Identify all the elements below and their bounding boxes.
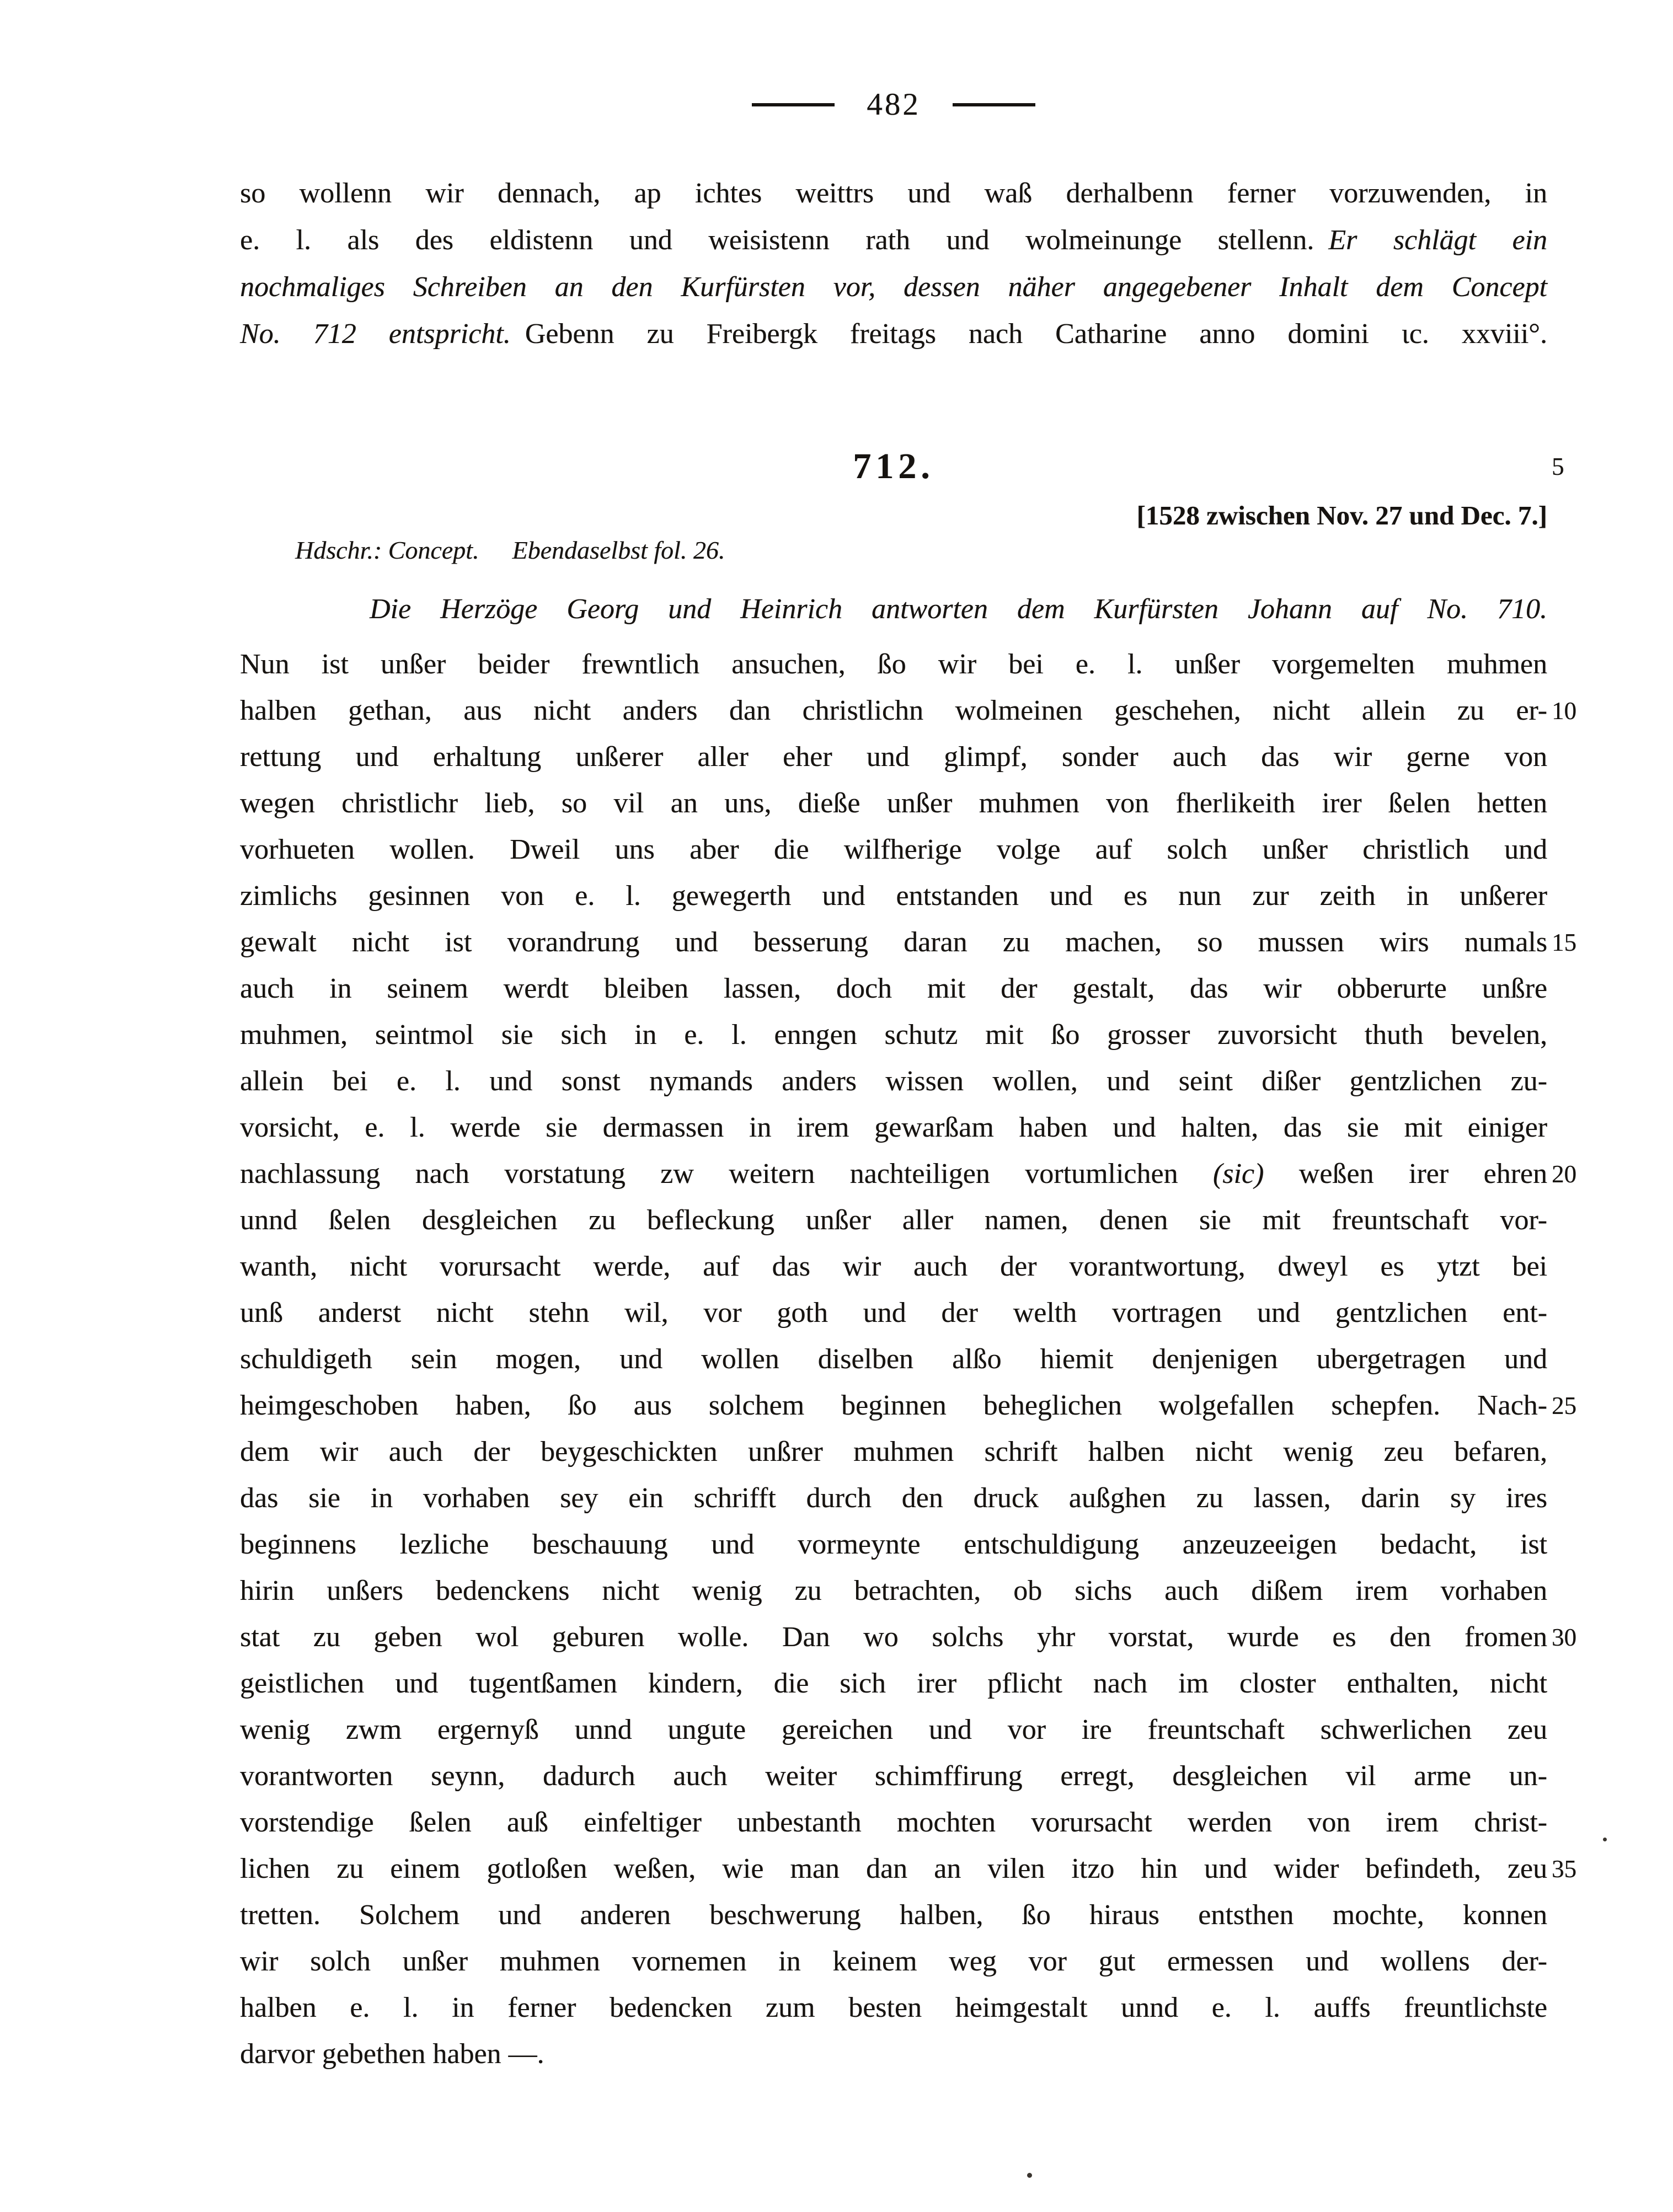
- italic-text-segment: (sic): [1212, 1158, 1264, 1190]
- page-number: 482: [867, 87, 921, 122]
- source-type: Hdschr.: Concept.: [295, 536, 479, 564]
- entry-summary: Die Herzöge Georg und Heinrich antworten dem Kurfürsten Johann auf No. 710.: [370, 593, 1547, 625]
- text-segment: e. l. als des eldistenn und weisistenn rath und wolmeinunge stellenn.: [240, 224, 1314, 256]
- text-line: [240, 1938, 1547, 1985]
- text-line: [240, 1383, 1576, 1429]
- text-line: [240, 1290, 1547, 1336]
- text-segment: wegen christlichr lieb, so vil an uns, dieße unßer muhmen von fherlikeith irer ßelen hetten: [240, 788, 1547, 819]
- text-segment: muhmen, seintmol sie sich in e. l. enngen schutz mit ßo grosser zuvorsicht thuth bevelen,: [240, 1019, 1547, 1051]
- text-line: [240, 641, 1547, 688]
- ink-speck: [1027, 2173, 1032, 2178]
- text-segment: so wollenn wir dennach, ap ichtes weittrs und waß derhalbenn ferner vorzuwenden, in: [240, 178, 1547, 209]
- entry-body: [240, 641, 1576, 2077]
- text-line: [240, 827, 1547, 873]
- text-segment: wenig zwm ergernyß unnd ungute gereichen und vor ire freuntschaft schwerlichen zeu: [240, 1714, 1547, 1745]
- text-line: [240, 1707, 1547, 1753]
- text-segment: geistlichen und tugentßamen kindern, die sich irer pflicht nach im closter enthalten, nicht: [240, 1668, 1547, 1699]
- text-line: [240, 1475, 1547, 1522]
- italic-text-segment: Er schlägt ein: [1314, 224, 1547, 256]
- text-segment: Gebenn zu Freibergk freitags nach Catharine anno domini ɩc. xxviii°.: [510, 318, 1547, 350]
- entry-date: [1528 zwischen Nov. 27 und Dec. 7.]: [1136, 500, 1547, 531]
- text-line: [240, 1661, 1547, 1707]
- text-segment: dem wir auch der beygeschickten unßrer muhmen schrift halben nicht wenig zeu befaren,: [240, 1436, 1547, 1467]
- text-line: [240, 170, 1547, 217]
- margin-line-number: 25: [1552, 1392, 1576, 1420]
- text-segment: beginnens lezliche beschauung und vormeynte entschuldigung anzeuzeeigen bedacht, ist: [240, 1529, 1547, 1560]
- text-segment: wir solch unßer muhmen vornemen in keinem weg vor gut ermessen und wollens der-: [240, 1946, 1547, 1977]
- text-line: [240, 1568, 1547, 1614]
- entry-source: [240, 533, 1547, 568]
- text-line: [240, 780, 1547, 827]
- text-line: [240, 1151, 1576, 1197]
- text-line: [240, 873, 1547, 919]
- text-segment: gewalt nicht ist vorandrung und besserung daran zu machen, so mussen wirs numals: [240, 926, 1547, 958]
- text-line: [240, 1197, 1547, 1244]
- text-segment: rettung und erhaltung unßerer aller eher und glimpf, sonder auch das wir gerne von: [240, 741, 1547, 773]
- text-line: [240, 1522, 1547, 1568]
- text-segment: unß anderst nicht stehn wil, vor goth und der welth vortragen und gentzlichen ent-: [240, 1297, 1547, 1329]
- entry-number-heading: 712.: [853, 446, 934, 486]
- text-line: [240, 1105, 1547, 1151]
- text-line: [240, 1244, 1547, 1290]
- text-segment: heimgeschoben haben, ßo aus solchem beginnen beheglichen wolgefallen schepfen. Nach-: [240, 1390, 1547, 1421]
- text-segment: auch in seinem werdt bleiben lassen, doch mit der gestalt, das wir obberurte unßre: [240, 973, 1547, 1004]
- text-segment: wanth, nicht vorursacht werde, auf das wir auch der vorantwortung, dweyl es ytzt bei: [240, 1251, 1547, 1282]
- text-line: [240, 1429, 1547, 1475]
- text-segment: lichen zu einem gotloßen weßen, wie man dan an vilen itzo hin und wider befindeth, zeu: [240, 1853, 1547, 1884]
- text-line: [240, 1985, 1547, 2031]
- text-segment: darvor gebethen haben —.: [240, 2038, 544, 2070]
- text-segment: hirin unßers bedenckens nicht wenig zu betrachten, ob sichs auch dißem irem vorhaben: [240, 1575, 1547, 1606]
- margin-line-number: 5: [1552, 453, 1564, 480]
- text-segment: vorantworten seynn, dadurch auch weiter schimffirung erregt, desgleichen vil arme un-: [240, 1760, 1547, 1792]
- text-line: [240, 1614, 1576, 1661]
- italic-text-segment: nochmaliges Schreiben an den Kurfürsten vor, dessen näher angegebener Inhalt dem Concept: [240, 271, 1547, 303]
- margin-line-number: 30: [1552, 1624, 1576, 1651]
- text-line: [240, 1336, 1547, 1383]
- margin-line-number: 10: [1552, 697, 1576, 725]
- text-segment: vorsicht, e. l. werde sie dermassen in irem gewarßam haben und halten, das sie mit einiger: [240, 1112, 1547, 1143]
- text-column: [240, 0, 1576, 2077]
- text-segment: Nun ist unßer beider frewntlich ansuchen, ßo wir bei e. l. unßer vorgemelten muhmen: [240, 649, 1547, 680]
- source-location: Ebendaselbst fol. 26.: [512, 536, 725, 564]
- italic-text-segment: No. 712 entspricht.: [240, 318, 511, 350]
- text-line: [240, 264, 1547, 310]
- text-line: [240, 1753, 1547, 1799]
- text-line: [240, 688, 1576, 734]
- text-line: [240, 217, 1547, 264]
- text-line: [240, 1058, 1547, 1105]
- text-segment: unnd ßelen desgleichen zu befleckung unßer aller namen, denen sie mit freuntschaft vor-: [240, 1204, 1547, 1236]
- text-line: [240, 2031, 1547, 2077]
- text-segment: weßen irer ehren: [1264, 1158, 1547, 1190]
- text-segment: tretten. Solchem und anderen beschwerung halben, ßo hiraus entsthen mochte, konnen: [240, 1899, 1547, 1931]
- text-segment: halben gethan, aus nicht anders dan christlichn wolmeinen geschehen, nicht allein zu er-: [240, 695, 1547, 726]
- text-line: [240, 1012, 1547, 1058]
- entry-heading-row: [240, 440, 1564, 493]
- intro-paragraph: [240, 170, 1547, 357]
- text-line: [240, 1799, 1547, 1846]
- text-segment: vorhueten wollen. Dweil uns aber die wilfherige volge auf solch unßer christlich und: [240, 834, 1547, 865]
- text-segment: das sie in vorhaben sey ein schrifft durch den druck außghen zu lassen, darin sy ires: [240, 1482, 1547, 1514]
- text-segment: schuldigeth sein mogen, und wollen diselben alßo hiemit denjenigen ubergetragen und: [240, 1343, 1547, 1375]
- text-segment: allein bei e. l. und sonst nymands anders wissen wollen, und seint dißer gentzlichen zu-: [240, 1065, 1547, 1097]
- text-segment: zimlichs gesinnen von e. l. gewegerth und entstanden und es nun zur zeith in unßerer: [240, 880, 1547, 912]
- text-line: [240, 919, 1576, 966]
- text-line: [240, 310, 1547, 357]
- text-line: [240, 966, 1547, 1012]
- ink-speck: [1603, 1838, 1607, 1841]
- text-segment: nachlassung nach vorstatung zw weitern nachteiligen vortumlichen: [240, 1158, 1213, 1190]
- text-line: [240, 734, 1547, 780]
- margin-line-number: 20: [1552, 1160, 1576, 1188]
- text-segment: stat zu geben wol geburen wolle. Dan wo solchs yhr vorstat, wurde es den fromen: [240, 1621, 1547, 1653]
- text-segment: halben e. l. in ferner bedencken zum besten heimgestalt unnd e. l. auffs freuntlichste: [240, 1992, 1547, 2023]
- margin-line-number: 35: [1552, 1855, 1576, 1883]
- text-line: [240, 1846, 1576, 1892]
- margin-line-number: 15: [1552, 929, 1576, 956]
- text-segment: vorstendige ßelen auß einfeltiger unbestanth mochten vorursacht werden von irem christ-: [240, 1807, 1547, 1838]
- text-line: [240, 1892, 1547, 1938]
